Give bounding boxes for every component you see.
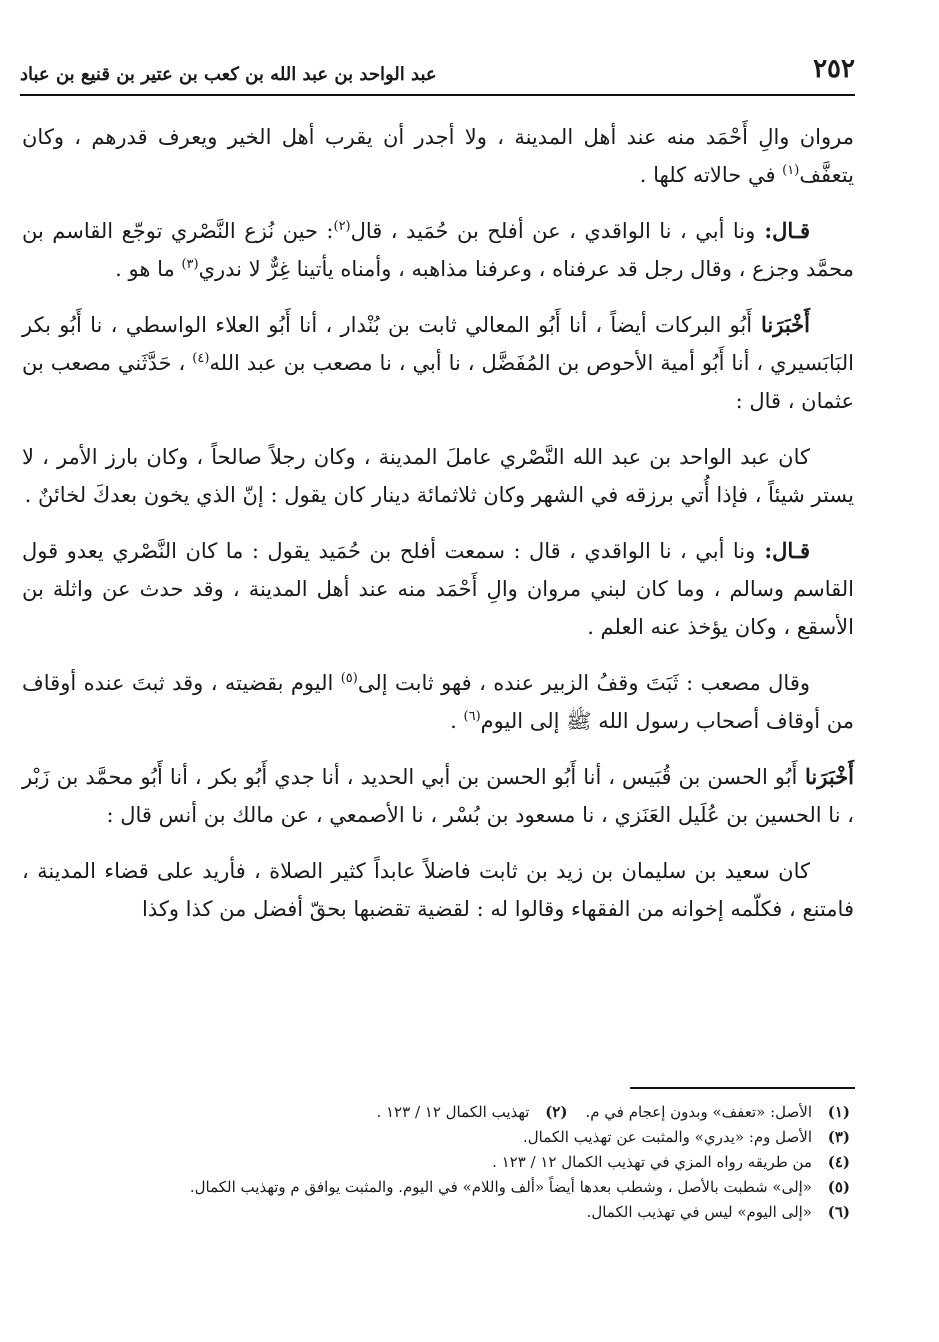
paragraph-text: ونا أبي ، نا الواقدي ، قال : سمعت أفلح بن حُمَيد يقول : ما كان النَّصْري يعدو قول القاسم وسالم ، وما كان لبني مروان والِ أَحْمَد منه عند أهل المدينة ، وقد حدث عن واثلة بن الأسقع ، وكان يؤخذ عنه العلم .	[22, 539, 854, 639]
paragraph-lead: أَخْبَرَنا	[797, 764, 855, 789]
footnote	[60, 1150, 850, 1175]
page-header	[20, 52, 855, 96]
paragraph	[22, 664, 854, 740]
footnote-text: «إلى اليوم» ليس في تهذيب الكمال.	[586, 1203, 812, 1221]
paragraph	[22, 118, 854, 194]
paragraph-text: : حين نُزع النَّصْري توجّع القاسم بن محمَّد وجزع ، وقال رجل قد عرفناه ، وعرفنا مذاهبه ، وأمناه يأتينا غِرٌّ لا ندري	[22, 219, 854, 281]
paragraph-text: أَبُو الحسن بن قُبَيس ، أنا أَبُو الحسن بن أبي الحديد ، أنا جدي أَبُو بكر ، أنا أَبُو محمَّد بن زَبْر ، نا الحسين بن عُلَيل العَنَزي ، نا مسعود بن بُسْر ، نا الأصمعي ، عن مالك بن أنس قال :	[22, 765, 854, 827]
footnote	[60, 1200, 850, 1225]
footnote-divider	[630, 1087, 855, 1089]
footnote-marker: (٢)	[333, 219, 351, 234]
footnote-number: (١)	[827, 1103, 850, 1121]
footnote-marker: (٦)	[463, 709, 481, 724]
running-title: عبد الواحد بن عبد الله بن كعب بن عتير بن قنيع بن عباد	[20, 64, 437, 85]
footnote	[585, 1100, 850, 1125]
footnote-marker: (٣)	[181, 257, 199, 272]
footnote-marker: (٤)	[192, 351, 210, 366]
paragraph	[22, 852, 854, 928]
footnote-number: (٤)	[827, 1153, 850, 1171]
footnote-number: (٢)	[545, 1103, 568, 1121]
footnote-number: (٥)	[827, 1178, 850, 1196]
main-text	[22, 118, 854, 946]
paragraph	[22, 306, 854, 420]
paragraph-text: أَبُو البركات أيضاً ، أنا أَبُو المعالي ثابت بن بُنْدار ، أنا أَبُو العلاء الواسطي ، نا أَبُو بكر البَابَسيري ، أنا أَبُو أمية الأحوص بن المُفَضَّل ، نا أبي ، نا مصعب بن عبد الله	[22, 313, 854, 375]
paragraph	[22, 758, 854, 834]
footnote-text: الأصل: «تعفف» وبدون إعجام في م.	[585, 1103, 812, 1121]
paragraph-text: اليوم بقضيته ، وقد ثبتَ عنده أوقاف من أوقاف أصحاب رسول الله ﷺ إلى اليوم	[22, 671, 854, 733]
footnotes	[60, 1100, 850, 1225]
paragraph-text: كان سعيد بن سليمان بن زيد بن ثابت فاضلاً عابداً كثير الصلاة ، فأريد على قضاء المدينة ، فامتنع ، فكلّمه إخوانه من الفقهاء وقالوا له : لقضية تقضبها بحقّ أفضل من كذا وكذا	[22, 859, 854, 921]
page-number: ٢٥٢	[813, 54, 855, 84]
footnote	[60, 1125, 850, 1150]
footnote-text: «إلى» شطبت بالأصل ، وشطب بعدها أيضاً «ألف واللام» في اليوم. والمثبت يوافق م وتهذيب الكمال.	[189, 1178, 812, 1196]
footnote-number: (٣)	[827, 1128, 850, 1146]
paragraph	[22, 532, 854, 646]
paragraph-lead: قـال:	[755, 218, 810, 243]
paragraph-lead: قـال:	[755, 538, 810, 563]
paragraph-text: ، حَدَّثَني مصعب بن عثمان ، قال :	[22, 351, 854, 413]
footnote-number: (٦)	[827, 1203, 850, 1221]
paragraph	[22, 438, 854, 514]
paragraph-text: .	[450, 709, 464, 733]
paragraph-text: كان عبد الواحد بن عبد الله النَّصْري عاملَ المدينة ، وكان رجلاً صالحاً ، وكان بارز الأمر ، لا يستر شيئاً ، فإذا أُتي برزقه في الشهر وكان ثلاثمائة دينار كان يقول : إنّ الذي يخون بعدكَ لخائنٌ .	[22, 445, 854, 507]
paragraph-text: وقال مصعب : ثَبَتَ وقفُ الزبير عنده ، فهو ثابت إلى	[357, 671, 810, 695]
footnote-text: من طريقه رواه المزي في تهذيب الكمال ١٢ / ١٢٣ .	[492, 1153, 812, 1171]
footnote-row	[60, 1100, 850, 1125]
footnote	[376, 1100, 567, 1125]
paragraph-text: ما هو .	[115, 257, 182, 281]
footnote-marker: (١)	[782, 163, 800, 178]
footnote	[60, 1175, 850, 1200]
footnote-marker: (٥)	[340, 671, 358, 686]
paragraph	[22, 212, 854, 288]
footnote-text: الأصل وم: «يدري» والمثبت عن تهذيب الكمال.	[523, 1128, 812, 1146]
paragraph-text: مروان والِ أَحْمَد منه عند أهل المدينة ، ولا أجدر أن يقرب أهل الخير ويعرف قدرهم ، وكان يتعفَّف	[22, 125, 854, 187]
paragraph-text: في حالاته كلها .	[639, 163, 783, 187]
paragraph-text: ونا أبي ، نا الواقدي ، عن أفلح بن حُمَيد ، قال	[350, 219, 756, 243]
footnote-text: تهذيب الكمال ١٢ / ١٢٣ .	[376, 1103, 530, 1121]
paragraph-lead: أَخْبَرَنا	[752, 312, 810, 337]
